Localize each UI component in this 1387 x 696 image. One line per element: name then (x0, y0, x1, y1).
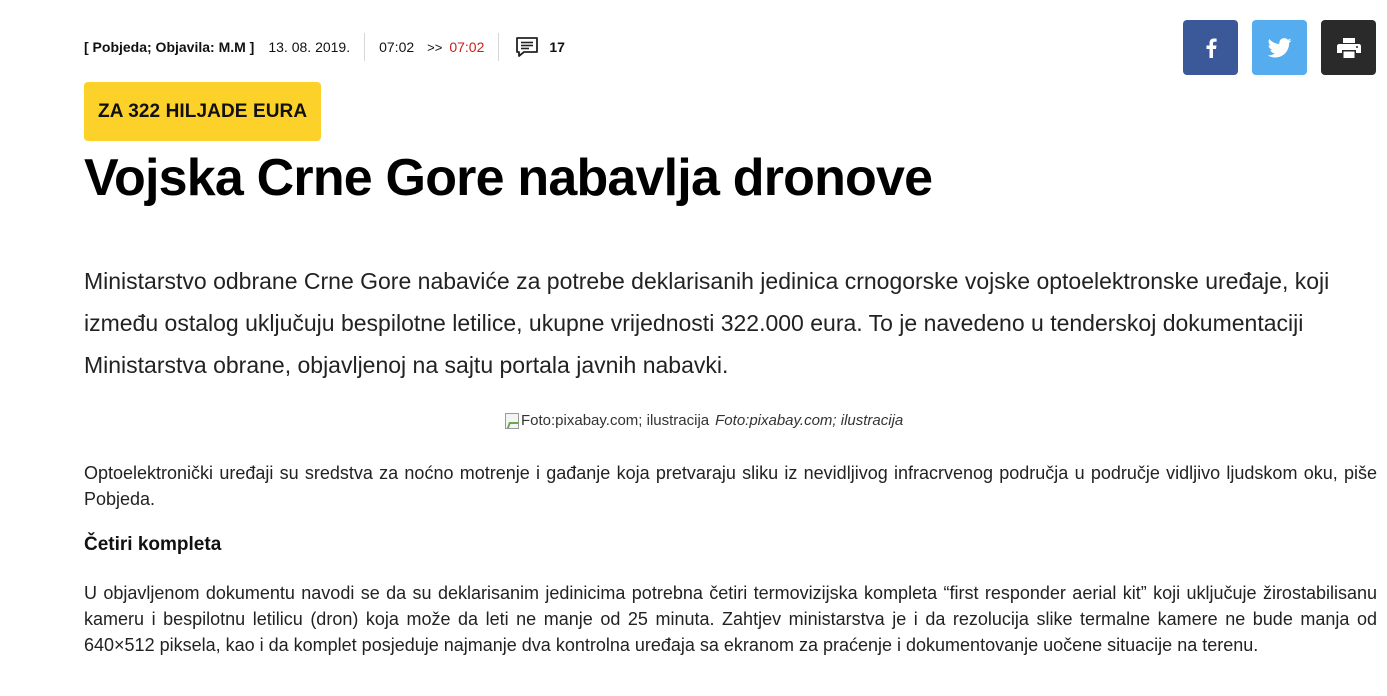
meta-divider (498, 33, 499, 61)
image-caption: Foto:pixabay.com; ilustracija (715, 412, 904, 429)
print-icon (1337, 37, 1361, 59)
article-title: Vojska Crne Gore nabavlja dronove (84, 149, 933, 207)
article-image (505, 412, 903, 429)
facebook-icon (1205, 38, 1217, 58)
comment-count[interactable]: 17 (549, 39, 565, 55)
article-paragraph: U objavljenom dokumentu navodi se da su deklarisanim jedinicima potrebna četiri termovizijska kompleta “first responder aerial kit” koji uključuje žirostabilisanu kameru i bespilotnu letilicu (dron) koja može da leti ne manje od 25 minuta. Zahtjev ministarstva je i da rezolucija slike termalne kamere ne bude manja od 640×512 piksela, kao i da komplet posjeduje najmanje dva kontrolna uređaja sa ekranom za praćenje i dokumentovanje uočene situacije na terenu. (84, 583, 1377, 655)
print-button[interactable] (1321, 20, 1376, 75)
twitter-icon (1268, 38, 1292, 58)
article-kicker: ZA 322 HILJADE EURA (84, 82, 321, 141)
twitter-share-button[interactable] (1252, 20, 1307, 75)
publish-time: 07:02 (379, 39, 415, 55)
image-alt-text: Foto:pixabay.com; ilustracija (521, 412, 710, 429)
updated-time: 07:02 (449, 39, 485, 55)
article-source: [ Pobjeda; Objavila: M.M ] (84, 39, 255, 55)
article-meta-bar (84, 30, 565, 64)
article-subheading: Četiri kompleta (84, 534, 222, 555)
broken-image-icon (505, 413, 519, 429)
article-lead: Ministarstvo odbrane Crne Gore nabaviće za potrebe deklarisanih jedinica crnogorske vojske optoelektronske uređaje, koji između ostalog uključuju bespilotne letilice, ukupne vrijednosti 322.000 eura. To je navedeno u tenderskoj dokumentaciji Ministarstva obrane, objavljenoj na sajtu portala javnih nabavki. (84, 268, 1330, 378)
meta-divider (364, 33, 365, 61)
comments-icon[interactable] (515, 35, 539, 59)
update-arrow: >> (427, 39, 443, 55)
article-paragraph: Optoelektronički uređaji su sredstva za noćno motrenje i gađanje koja pretvaraju sliku iz nevidljivog infracrvenog područja u područje vidljivo ljudskom oku, piše Pobjeda. (84, 463, 1377, 509)
facebook-share-button[interactable] (1183, 20, 1238, 75)
publish-date: 13. 08. 2019. (268, 39, 351, 55)
